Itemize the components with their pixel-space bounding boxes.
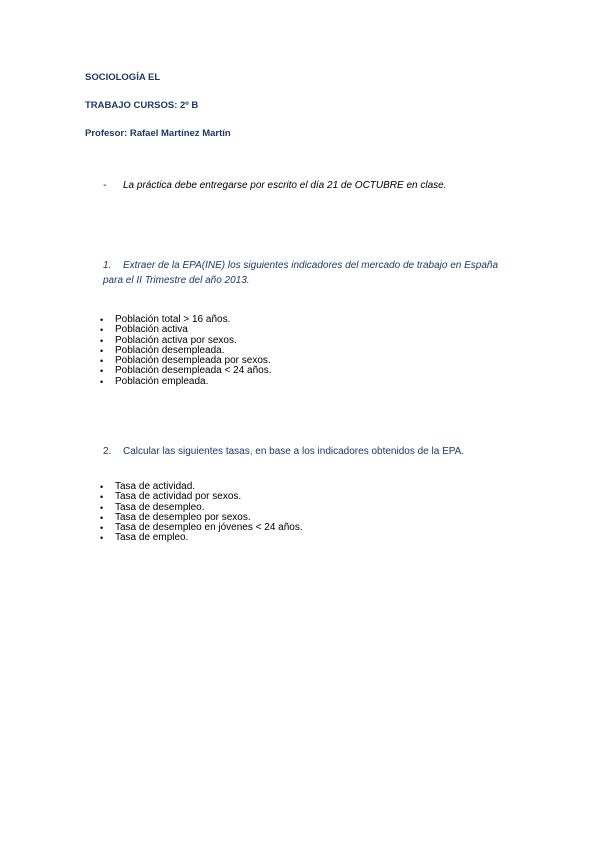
list-item: • Población activa por sexos.	[100, 334, 237, 346]
section2-number: 2.	[103, 446, 112, 457]
bullet-icon: •	[100, 482, 104, 492]
list-item: • Población desempleada.	[100, 344, 225, 356]
bullet-icon: •	[100, 356, 104, 367]
bullet-icon: •	[100, 492, 104, 503]
indicator-list	[100, 315, 272, 387]
list-item: • Población total > 16 años.	[100, 314, 231, 325]
note-text: La práctica debe entregarse por escrito el día 21 de OCTUBRE en clase.	[123, 180, 447, 191]
bullet-icon: •	[100, 345, 104, 356]
list-item: • Tasa de desempleo en jóvenes < 24 años.	[100, 522, 303, 534]
submission-note	[103, 180, 447, 191]
course-title: SOCIOLOGÍA EL	[85, 72, 161, 83]
bullet-icon: •	[100, 376, 104, 387]
bullet-icon: •	[100, 315, 104, 325]
list-item: • Población empleada.	[100, 375, 209, 387]
list-item: • Tasa de empleo.	[100, 532, 189, 544]
course-group: TRABAJO CURSOS: 2º B	[85, 100, 199, 111]
section2-text: Calcular las siguientes tasas, en base a los indicadores obtenidos de la EPA.	[123, 446, 465, 457]
list-item: • Tasa de desempleo.	[100, 501, 205, 513]
section1-number: 1.	[103, 260, 112, 271]
bullet-icon: •	[100, 366, 104, 377]
bullet-icon: •	[100, 512, 104, 523]
list-item: • Tasa de actividad.	[100, 481, 196, 492]
bullet-icon: •	[100, 502, 104, 513]
section2-instruction	[103, 444, 513, 459]
section1-text: Extraer de la EPA(INE) los siguientes indicadores del mercado de trabajo en España para el II Trimestre del año 2013.	[103, 260, 499, 286]
list-item: • Población desempleada por sexos.	[100, 355, 271, 367]
bullet-icon: •	[100, 325, 104, 336]
list-item: • Población desempleada < 24 años.	[100, 365, 272, 377]
bullet-icon: •	[100, 533, 104, 544]
list-item: • Tasa de desempleo por sexos.	[100, 511, 251, 523]
note-dash: -	[103, 180, 107, 191]
bullet-icon: •	[100, 335, 104, 346]
bullet-icon: •	[100, 523, 104, 534]
section1-instruction	[103, 258, 513, 288]
rates-list	[100, 482, 303, 544]
list-item: • Tasa de actividad por sexos.	[100, 491, 242, 503]
list-item: • Población activa	[100, 324, 188, 336]
professor-name: Profesor: Rafael Martínez Martín	[85, 128, 231, 139]
